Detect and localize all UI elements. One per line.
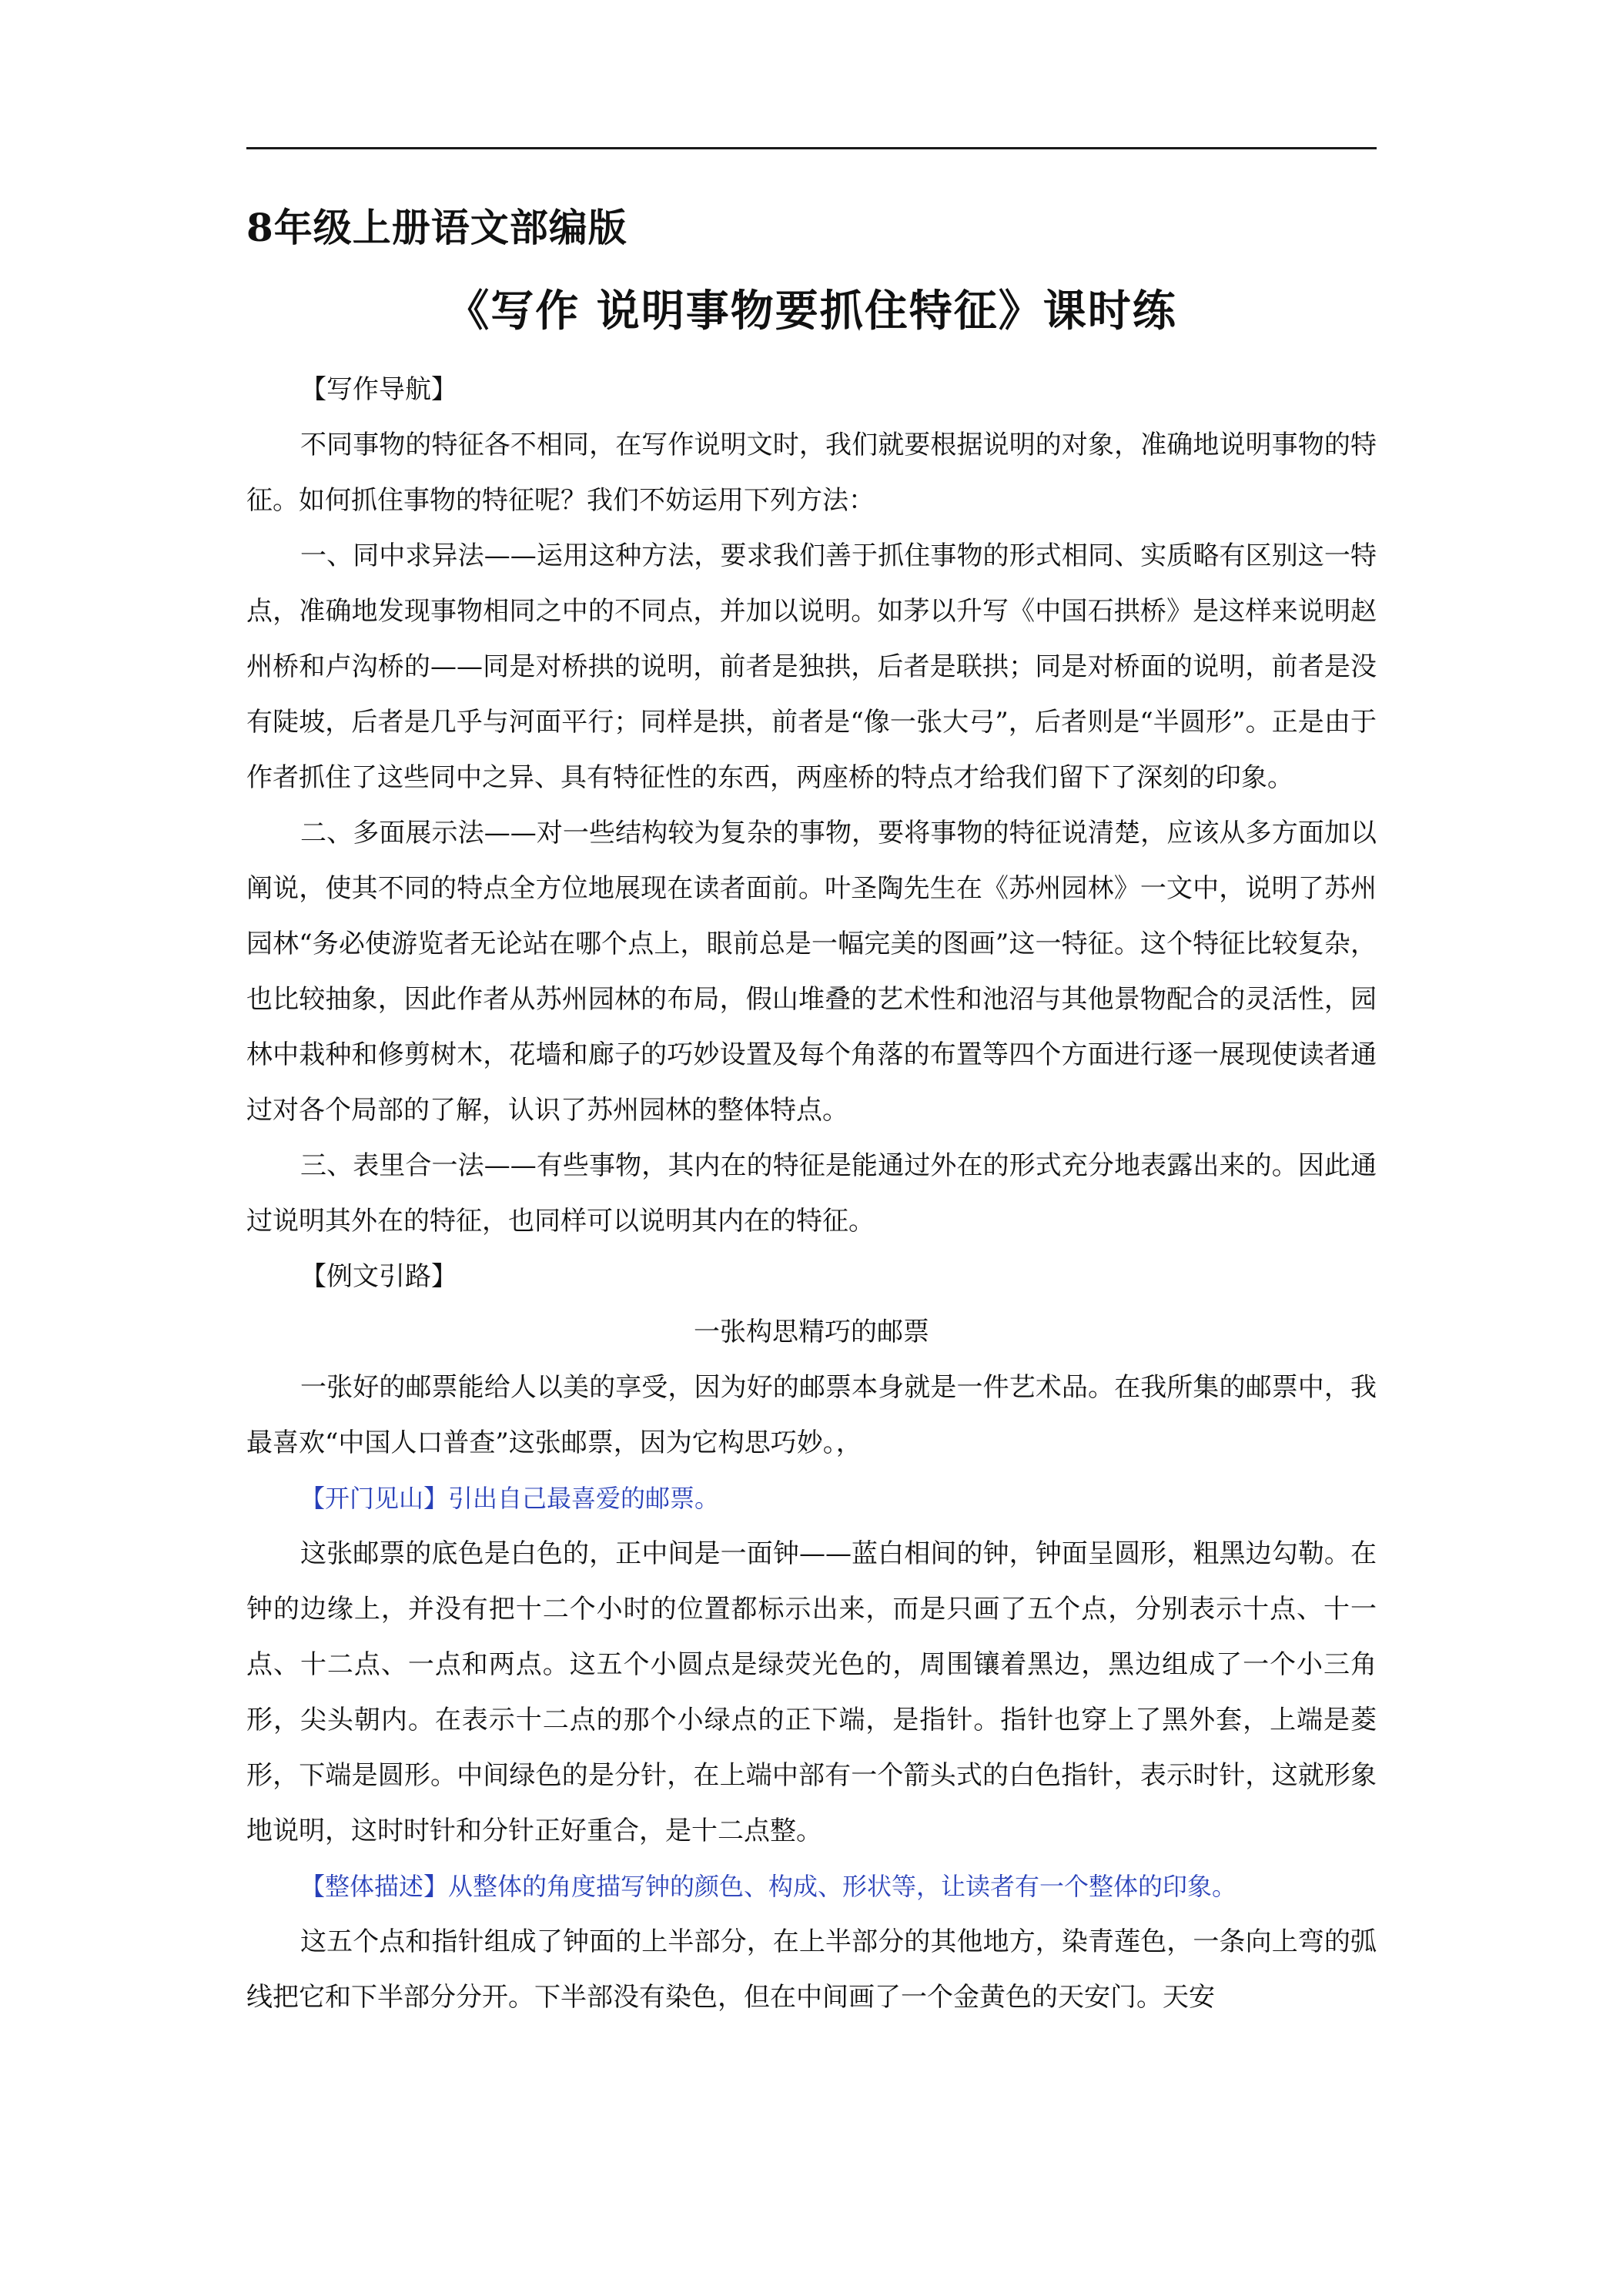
guide-paragraph-method-3: 三、表里合一法——有些事物，其内在的特征是能通过外在的形式充分地表露出来的。因此通过说明其外在的特征，也同样可以说明其内在的特征。 bbox=[246, 1150, 1377, 1237]
essay-comment-2: 【整体描述】从整体的角度描写钟的颜色、构成、形状等，让读者有一个整体的印象。 bbox=[300, 1872, 1237, 1901]
document-page bbox=[246, 154, 1377, 2025]
section-writing-guide: 【写作导航】 bbox=[300, 374, 457, 405]
essay-title: 一张构思精巧的邮票 bbox=[694, 1317, 929, 1347]
section-example: 【例文引路】 bbox=[300, 1261, 457, 1292]
grade-heading: 8年级上册语文部编版 bbox=[246, 205, 627, 250]
document-title: 《写作 说明事物要抓住特征》课时练 bbox=[446, 286, 1177, 336]
guide-paragraph-method-1: 一、同中求异法——运用这种方法，要求我们善于抓住事物的形式相同、实质略有区别这一特点，准确地发现事物相同之中的不同点，并加以说明。如茅以升写《中国石拱桥》是这样来说明赵州桥和卢沟桥的——同是对桥拱的说明，前者是独拱，后者是联拱；同是对桥面的说明，前者是没有陡坡，后者是几乎与河面平行；同样是拱，前者是“像一张大弓”，后者则是“半圆形”。正是由于作者抓住了这些同中之异、具有特征性的东西，两座桥的特点才给我们留下了深刻的印象。 bbox=[246, 541, 1377, 793]
essay-paragraph-3: 这五个点和指针组成了钟面的上半部分，在上半部分的其他地方，染青莲色，一条向上弯的弧线把它和下半部分分开。下半部没有染色，但在中间画了一个金黄色的天安门。天安 bbox=[246, 1926, 1377, 2013]
guide-paragraph-method-2: 二、多面展示法——对一些结构较为复杂的事物，要将事物的特征说清楚，应该从多方面加以阐说，使其不同的特点全方位地展现在读者面前。叶圣陶先生在《苏州园林》一文中，说明了苏州园林“务必使游览者无论站在哪个点上，眼前总是一幅完美的图画”这一特征。这个特征比较复杂，也比较抽象，因此作者从苏州园林的布局，假山堆叠的艺术性和池沼与其他景物配合的灵活性，园林中栽种和修剪树木，花墙和廊子的巧妙设置及每个角落的布置等四个方面进行逐一展现使读者通过对各个局部的了解，认识了苏州园林的整体特点。 bbox=[246, 818, 1377, 1126]
header-rule bbox=[246, 147, 1377, 149]
essay-paragraph-1: 一张好的邮票能给人以美的享受，因为好的邮票本身就是一件艺术品。在我所集的邮票中，我最喜欢“中国人口普查”这张邮票，因为它构思巧妙。， bbox=[246, 1372, 1377, 1458]
essay-comment-1: 【开门见山】引出自己最喜爱的邮票。 bbox=[300, 1484, 720, 1513]
essay-paragraph-2: 这张邮票的底色是白色的，正中间是一面钟——蓝白相间的钟，钟面呈圆形，粗黑边勾勒。在钟的边缘上，并没有把十二个小时的位置都标示出来，而是只画了五个点，分别表示十点、十一点、十二点、一点和两点。这五个小圆点是绿荧光色的，周围镶着黑边，黑边组成了一个小三角形，尖头朝内。在表示十二点的那个小绿点的正下端，是指针。指针也穿上了黑外套，上端是菱形，下端是圆形。中间绿色的是分针，在上端中部有一个箭头式的白色指针，表示时针，这就形象地说明，这时时针和分针正好重合，是十二点整。 bbox=[246, 1538, 1377, 1846]
guide-paragraph-intro: 不同事物的特征各不相同，在写作说明文时，我们就要根据说明的对象，准确地说明事物的特征。如何抓住事物的特征呢？我们不妨运用下列方法： bbox=[246, 430, 1377, 516]
